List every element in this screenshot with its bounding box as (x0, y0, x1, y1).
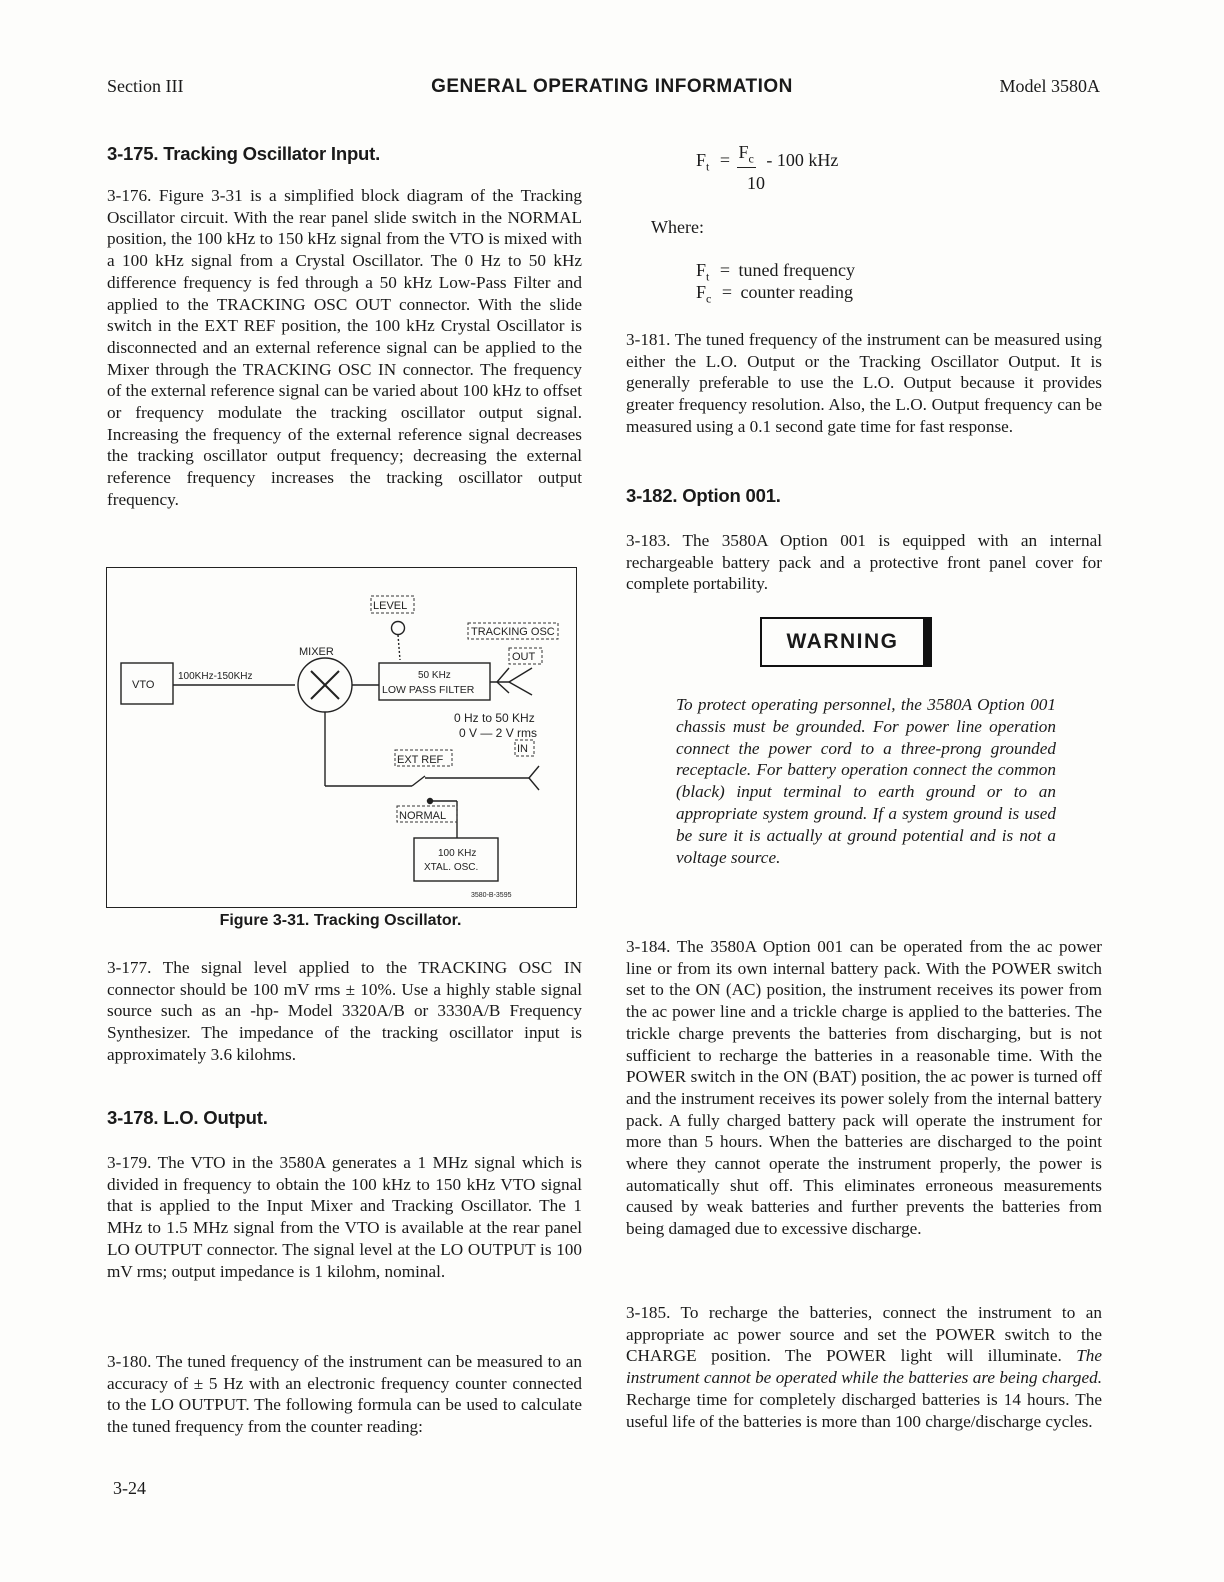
heading-text: 3-182. Option 001. (626, 485, 781, 506)
paragraph-3-183 (626, 530, 1102, 595)
definition-ft (696, 260, 855, 285)
formula-lhs: F (696, 150, 707, 170)
warning-text: To protect operating personnel, the 3580A Option 001 chassis must be grounded. For power line operation connect the power cord to a three-prong grounded receptacle. For battery operation connect the common (black) input terminal to earth ground or to an appropriate system ground. If a system ground is used be sure it is actually at ground potential and is not a voltage source. (676, 695, 1056, 867)
tracking-oscillator-figure (106, 567, 577, 908)
formula-equals: = (719, 150, 731, 170)
warning-badge: WARNING (760, 617, 932, 667)
heading-3-175 (107, 143, 582, 165)
xtal-label-1: 100 KHz (438, 848, 477, 859)
paragraph-text: 3-184. The 3580A Option 001 can be operated from the ac power line or from its own internal battery pack. With the POWER switch set to the ON (AC) position, the instrument receives its power from the ac power line and a trickle charge is applied to the batteries. The trickle charge prevents the batteries from discharging, but is not sufficient to recharge the batteries in a reasonable time. With the POWER switch in the ON (BAT) position, the ac power is turned off and the instrument receives its power solely from the internal battery pack. A fully charged battery pack will operate the instrument for more than 5 hours. When the batteries are discharged to the point where they cannot operate the instrument properly, the power is automatically shut off. This eliminates erroneous measurements caused by weak batteries and further prevents the batteries from being damaged due to excessive discharge. (626, 937, 1102, 1239)
def-symbol: F (696, 282, 707, 302)
paragraph-text: 3-179. The VTO in the 3580A generates a 1 MHz signal which is divided in frequency to obtain the 100 kHz to 150 kHz VTO signal that is applied to the Input Mixer and Tracking Oscillator. The 1 MHz to 1.5 MHz signal from the VTO is available at the rear panel LO OUTPUT connector. The signal level at the LO OUTPUT is 100 mV rms; output impedance is 1 kilohm, nominal. (107, 1153, 582, 1281)
paragraph-3-184 (626, 936, 1102, 1240)
paragraph-3-176 (107, 185, 582, 511)
mixer-label: MIXER (299, 646, 334, 658)
heading-3-182 (626, 485, 1102, 507)
vto-freq-label: 100KHz-150KHz (178, 671, 253, 682)
paragraph-3-180 (107, 1351, 582, 1438)
paragraph-text: 3-176. Figure 3-31 is a simplified block diagram of the Tracking Oscillator circuit. With the rear panel slide switch in the NORMAL position, the 100 kHz to 150 kHz signal from the VTO is mixed with a 100 kHz signal from a Crystal Oscillator. The 0 Hz to 50 kHz difference frequency is fed through a 50 kHz Low-Pass Filter and applied to the TRACKING OSC OUT connector. With the slide switch in the EXT REF position, the 100 kHz Crystal Oscillator is disconnected and an external reference signal can be applied to the Mixer through the TRACKING OSC IN connector. The frequency of the external reference signal can be varied about 100 kHz to offset or frequency modulate the tracking oscillator output signal. Increasing the frequency of the external reference signal decreases the tracking oscillator output frequency; decreasing the external reference frequency increases the tracking oscillator output frequency. (107, 186, 582, 509)
def-equals: = (719, 260, 731, 280)
model-label: Model 3580A (999, 76, 1100, 96)
out-freq-label: 0 Hz to 50 KHz (454, 711, 535, 725)
section-label: Section III (107, 76, 184, 96)
paragraph-text (626, 1302, 1102, 1432)
where-label: Where: (651, 217, 704, 237)
paragraph-3-179 (107, 1152, 582, 1282)
xtal-label-2: XTAL. OSC. (424, 862, 479, 873)
formula (696, 142, 839, 176)
paragraph-text: 3-177. The signal level applied to the TRACKING OSC IN connector should be 100 mV rms ± 10%. Use a highly stable signal source such as an -hp- Model 3320A/B or 3330A/B Frequency Synthesizer. The impedance of the tracking oscillator input is approximately 3.6 kilohms. (107, 958, 582, 1064)
def-text: counter reading (740, 282, 853, 302)
paragraph-text: 3-181. The tuned frequency of the instrument can be measured using either the L.O. Output or the Tracking Oscillator Output. It is generally preferable to use the L.O. Output because it provides greater frequency resolution. Also, the L.O. Output frequency can be measured using a 0.1 second gate time for fast response. (626, 330, 1102, 436)
figure-caption: Figure 3-31. Tracking Oscillator. (219, 912, 462, 929)
page-title: GENERAL OPERATING INFORMATION (431, 76, 793, 97)
paragraph-part-b: Recharge time for completely discharged batteries is 14 hours. The useful life of the batteries is more than 100 charge/discharge cycles. (626, 1389, 1102, 1431)
formula-denominator: 10 (747, 173, 765, 193)
paragraph-3-177 (107, 957, 582, 1066)
formula-minus-term: - 100 kHz (766, 150, 839, 170)
definition-fc (696, 282, 853, 307)
level-knob (392, 622, 405, 635)
block-diagram (107, 568, 576, 907)
filter-label-1: 50 KHz (418, 670, 451, 681)
formula-lhs-sub: t (706, 159, 710, 174)
ext-ref-label: EXT REF (397, 754, 444, 766)
xtal-osc-block (414, 838, 498, 881)
paragraph-3-185 (626, 1302, 1102, 1432)
in-label: IN (517, 743, 528, 755)
tracking-osc-label: TRACKING OSC (471, 626, 555, 638)
page-number: 3-24 (113, 1478, 146, 1498)
heading-text: 3-178. L.O. Output. (107, 1107, 268, 1128)
paragraph-part-a: 3-185. To recharge the batteries, connect the instrument to an appropriate ac power source and set the POWER switch to the CHARGE position. The POWER light will illuminate. (626, 1303, 1102, 1366)
heading-3-178 (107, 1107, 582, 1129)
paragraph-italic: The instrument cannot be operated while the batteries are being charged. (626, 1346, 1102, 1388)
def-equals: = (721, 282, 732, 302)
vto-label: VTO (132, 679, 155, 691)
level-label: LEVEL (373, 600, 408, 612)
part-number: 3580-B-3595 (471, 892, 512, 899)
def-subscript: t (706, 269, 710, 284)
formula-numerator: F (738, 142, 749, 162)
def-symbol: F (696, 260, 707, 280)
def-subscript: c (706, 291, 712, 306)
paragraph-text: 3-183. The 3580A Option 001 is equipped with an internal rechargeable battery pack and a protective front panel cover for complete portability. (626, 531, 1102, 594)
formula-numerator-sub: c (748, 151, 754, 166)
filter-label-2: LOW PASS FILTER (382, 684, 475, 696)
def-text: tuned frequency (738, 260, 855, 280)
paragraph-text: 3-180. The tuned frequency of the instrument can be measured to an accuracy of ± 5 Hz with an electronic frequency counter connected to the LO OUTPUT. The following formula can be used to calculate the tuned frequency from the counter reading: (107, 1352, 582, 1437)
heading-text: 3-175. Tracking Oscillator Input. (107, 143, 381, 164)
out-label: OUT (512, 651, 536, 663)
normal-label: NORMAL (399, 810, 447, 822)
out-level-label: 0 V — 2 V rms (459, 726, 538, 740)
paragraph-3-181 (626, 329, 1102, 438)
